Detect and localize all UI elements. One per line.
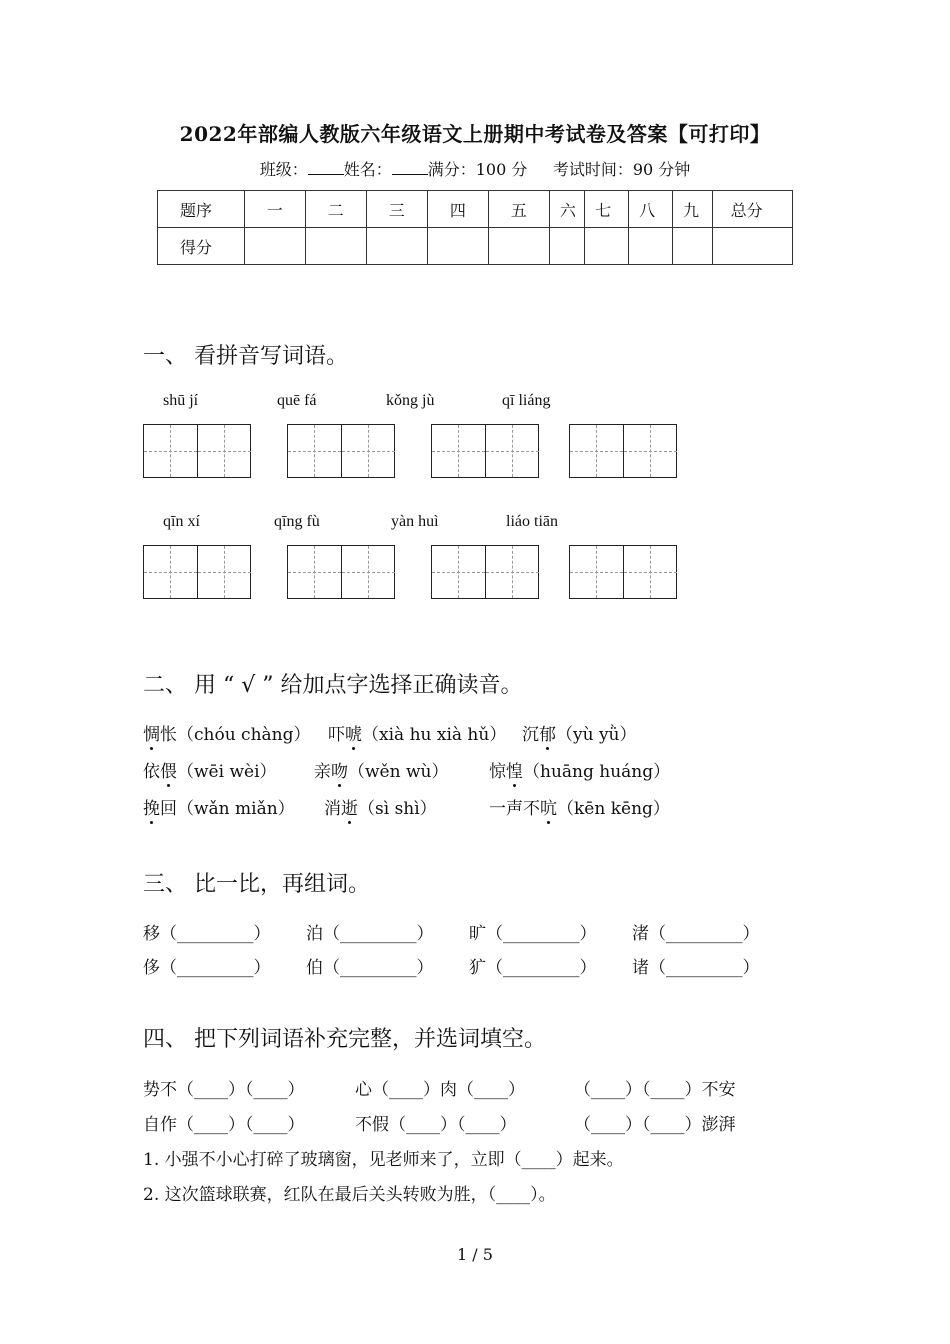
writing-grid[interactable] [287, 545, 395, 599]
score-cell[interactable] [488, 228, 549, 265]
idiom-blank[interactable]: 势不（____）（____） [143, 1080, 305, 1100]
page-number: 1 / 5 [457, 1245, 493, 1264]
section4-title: 四、 把下列词语补充完整，并选词填空。 [143, 1027, 546, 1052]
score-table-header-row [158, 191, 793, 228]
fill-question-2[interactable]: 2. 这次篮球联赛，红队在最后关头转败为胜，（____）。 [143, 1185, 556, 1205]
score-cell[interactable] [712, 228, 792, 265]
idiom-blank[interactable]: （____）（____）不安 [574, 1080, 736, 1100]
score-header: 一 [244, 191, 305, 228]
writing-grid[interactable] [431, 424, 539, 478]
idiom-blank[interactable]: （____）（____）澎湃 [574, 1115, 736, 1135]
dotted-char: 挽 [143, 799, 160, 819]
word-blank[interactable]: 侈（_________） [143, 958, 271, 978]
reading-item[interactable]: 消逝（sì shì） [324, 799, 437, 819]
score-header: 五 [488, 191, 549, 228]
reading-item[interactable]: 亲吻（wěn wù） [314, 762, 449, 782]
idiom-blank[interactable]: 不假（____）（____） [355, 1115, 517, 1135]
score-header: 题序 [158, 191, 245, 228]
word-blank[interactable]: 犷（_________） [469, 958, 597, 978]
word-blank[interactable]: 移（_________） [143, 924, 271, 944]
pinyin-label: qīng fù [274, 513, 320, 530]
score-row-label: 得分 [158, 228, 245, 265]
writing-grid[interactable] [569, 424, 677, 478]
reading-item[interactable]: 挽回（wǎn miǎn） [143, 799, 295, 819]
writing-grid[interactable] [287, 424, 395, 478]
score-table [157, 190, 793, 265]
exam-title: 2022年部编人教版六年级语文上册期中考试卷及答案【可打印】 [179, 122, 771, 146]
word-blank[interactable]: 旷（_________） [469, 924, 597, 944]
score-header: 总分 [712, 191, 792, 228]
score-header: 七 [585, 191, 629, 228]
writing-grid[interactable] [143, 424, 251, 478]
class-label: 班级： [259, 160, 308, 179]
pinyin-label: kǒng jù [386, 392, 435, 409]
score-cell[interactable] [366, 228, 427, 265]
dotted-char: 逝 [341, 799, 358, 819]
reading-item[interactable]: 惆怅（chóu chàng） [143, 725, 311, 745]
score-header: 六 [549, 191, 584, 228]
dotted-char: 吭 [540, 799, 557, 819]
score-header: 八 [629, 191, 673, 228]
reading-item[interactable]: 一声不吭（kēn kēng） [489, 799, 670, 819]
class-blank [308, 160, 344, 175]
pinyin-label: shū jí [163, 392, 199, 409]
writing-grid[interactable] [431, 545, 539, 599]
score-cell[interactable] [244, 228, 305, 265]
section3-title: 三、 比一比，再组词。 [143, 872, 370, 897]
exam-info [0, 157, 950, 180]
score-cell[interactable] [629, 228, 673, 265]
section1-title: 一、 看拼音写词语。 [143, 344, 348, 369]
score-header: 四 [427, 191, 488, 228]
section2-title: 二、 用 “ √ ” 给加点字选择正确读音。 [143, 673, 523, 698]
score-cell[interactable] [585, 228, 629, 265]
idiom-blank[interactable]: 心（____）肉（____） [355, 1080, 525, 1100]
score-header: 二 [305, 191, 366, 228]
exam-time: 考试时间：90 分钟 [552, 160, 691, 179]
dotted-char: 唬 [345, 725, 362, 745]
pinyin-label: quē fá [277, 392, 317, 409]
dotted-char: 郁 [539, 725, 556, 745]
full-score: 满分：100 分 [427, 160, 528, 179]
reading-item[interactable]: 依偎（wēi wèi） [143, 762, 277, 782]
word-blank[interactable]: 渚（_________） [632, 924, 760, 944]
fill-question-1[interactable]: 1. 小强不小心打碎了玻璃窗，见老师来了，立即（____）起来。 [143, 1150, 624, 1170]
word-blank[interactable]: 伯（_________） [306, 958, 434, 978]
score-cell[interactable] [305, 228, 366, 265]
dotted-char: 偎 [160, 762, 177, 782]
pinyin-label: yàn huì [391, 513, 439, 530]
word-blank[interactable]: 泊（_________） [306, 924, 434, 944]
writing-grid[interactable] [143, 545, 251, 599]
word-blank[interactable]: 诸（_________） [632, 958, 760, 978]
dotted-char: 惶 [506, 762, 523, 782]
idiom-blank[interactable]: 自作（____）（____） [143, 1115, 305, 1135]
reading-item[interactable]: 惊惶（huāng huáng） [489, 762, 671, 782]
reading-item[interactable]: 吓唬（xià hu xià hǔ） [328, 725, 507, 745]
name-label: 姓名： [343, 160, 392, 179]
pinyin-label: liáo tiān [506, 513, 558, 530]
writing-grid[interactable] [569, 545, 677, 599]
name-blank [392, 160, 428, 175]
score-header: 三 [366, 191, 427, 228]
pinyin-label: qī liáng [502, 392, 551, 409]
pinyin-label: qīn xí [163, 513, 200, 530]
score-table-score-row [158, 228, 793, 265]
score-cell[interactable] [673, 228, 713, 265]
score-cell[interactable] [549, 228, 584, 265]
score-cell[interactable] [427, 228, 488, 265]
reading-item[interactable]: 沉郁（yù yǜ） [522, 725, 637, 745]
score-header: 九 [673, 191, 713, 228]
dotted-char: 惆 [143, 725, 160, 745]
dotted-char: 吻 [331, 762, 348, 782]
